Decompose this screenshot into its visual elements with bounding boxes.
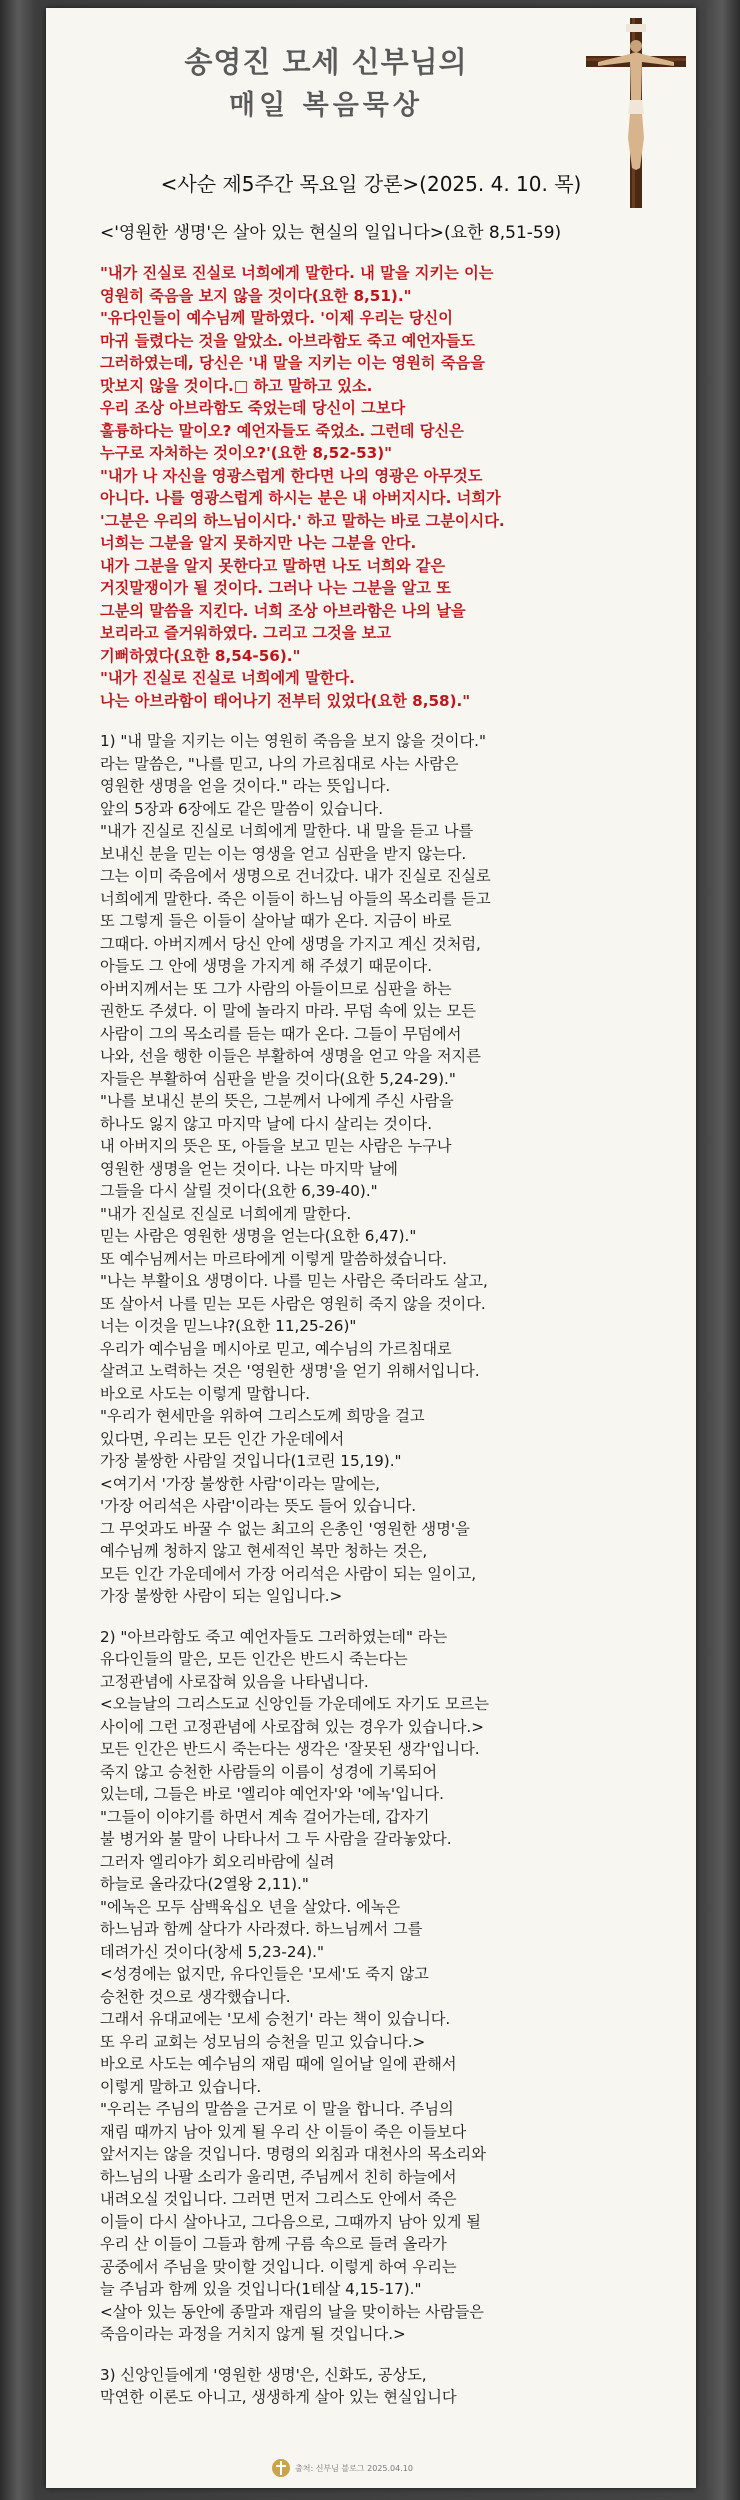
section1-line: 믿는 사람은 영원한 생명을 얻는다(요한 6,47)." (100, 1227, 417, 1245)
section2-line: 하늘로 올라갔다(2열왕 2,11)." (100, 1875, 309, 1893)
scripture-line: 내가 그분을 알지 못한다고 말하면 나도 너희와 같은 (100, 556, 446, 575)
section2-line: 내려오실 것입니다. 그러면 먼저 그리스도 안에서 죽은 (100, 2190, 457, 2208)
section1-line: 너희에게 말한다. 죽은 이들이 하느님 아들의 목소리를 듣고 (100, 889, 491, 908)
section2-line: 앞서지는 않을 것입니다. 명령의 외침과 대천사의 목소리와 (100, 2145, 486, 2163)
scripture-quote-block (100, 262, 680, 712)
section2-line: 하느님과 함께 살다가 사라졌다. 하느님께서 그를 (100, 1920, 423, 1938)
section2-line: 바오로 사도는 예수님의 재림 때에 일어날 일에 관해서 (100, 2055, 457, 2073)
scripture-line: "내가 진실로 진실로 너희에게 말한다. 내 말을 지키는 이는 (100, 264, 494, 282)
title-line-2: 매일 복음묵상 (229, 90, 423, 121)
scripture-line: 그러하였는데, 당신은 '내 말을 지키는 이는 영원히 죽음을 (100, 354, 485, 372)
section2-line: 사이에 그런 고정관념에 사로잡혀 있는 경우가 있습니다.> (100, 1717, 484, 1736)
section3-line: 막연한 이론도 아니고, 생생하게 살아 있는 현실입니다 (100, 2388, 457, 2406)
footer-logo-icon (271, 2458, 291, 2478)
section1-line: '가장 어리석은 사람'이라는 뜻도 들어 있습니다. (100, 1497, 417, 1515)
section2-line: <오늘날의 그리스도교 신앙인들 가운데에도 자기도 모르는 (100, 1695, 489, 1713)
section1-line: 권한도 주셨다. 이 말에 놀라지 마라. 무덤 속에 있는 모든 (100, 1002, 476, 1020)
section1-line: 라는 말씀은, "나를 믿고, 나의 가르침대로 사는 사람은 (100, 754, 459, 773)
scripture-line: 누구로 자처하는 것이오?'(요한 8,52-53)" (100, 444, 393, 462)
section1-line: 그때다. 아버지께서 당신 안에 생명을 가지고 계신 것처럼, (100, 934, 481, 953)
section2-line: 2) "아브라함도 죽고 예언자들도 그러하였는데" 라는 (100, 1627, 448, 1646)
section1-line: 살려고 노력하는 것은 '영원한 생명'을 얻기 위해서입니다. (100, 1362, 480, 1380)
section2-line: 모든 인간은 반드시 죽는다는 생각은 '잘못된 생각'입니다. (100, 1740, 480, 1758)
scripture-line: 거짓말쟁이가 될 것이다. 그러나 나는 그분을 알고 또 (100, 579, 451, 597)
section-3 (100, 2364, 680, 2409)
scripture-line: 아니다. 나를 영광스럽게 하시는 분은 내 아버지시다. 너희가 (100, 489, 501, 507)
section2-line: 그러자 엘리야가 회오리바람에 실려 (100, 1852, 335, 1871)
section1-line: 예수님께 청하지 않고 현세적인 복만 청하는 것은, (100, 1542, 428, 1560)
section1-line: "나를 보내신 분의 뜻은, 그분께서 나에게 주신 사람을 (100, 1092, 454, 1110)
spacer (100, 712, 680, 730)
section1-line: 사람이 그의 목소리를 듣는 때가 온다. 그들이 무덤에서 (100, 1024, 462, 1043)
scripture-line: 훌륭하다는 말이오? 예언자들도 죽었소. 그런데 당신은 (100, 421, 464, 440)
section1-line: 자들은 부활하여 심판을 받을 것이다(요한 5,24-29)." (100, 1069, 456, 1088)
section2-line: <성경에는 없지만, 유다인들은 '모세'도 죽지 않고 (100, 1965, 429, 1983)
section2-line: "에녹은 모두 삼백육십오 년을 살았다. 에녹은 (100, 1897, 401, 1916)
section2-line: 이렇게 말하고 있습니다. (100, 2077, 262, 2096)
section1-line: "내가 진실로 진실로 너희에게 말한다. (100, 1204, 352, 1223)
section2-line: 또 우리 교회는 성모님의 승천을 믿고 있습니다.> (100, 2032, 426, 2051)
section1-line: 하나도 잃지 않고 마지막 날에 다시 살리는 것이다. (100, 1114, 433, 1133)
footer-text: 출처: 신부님 블로그 2025.04.10 (295, 2464, 413, 2473)
section1-line: 또 살아서 나를 믿는 모든 사람은 영원히 죽지 않을 것이다. (100, 1294, 486, 1313)
section2-line: 재림 때까지 남아 있게 될 우리 산 이들이 죽은 이들보다 (100, 2122, 467, 2141)
section1-line: 또 예수님께서는 마르타에게 이렇게 말씀하셨습니다. (100, 1249, 447, 1268)
section1-line: 보내신 분을 믿는 이는 영생을 얻고 심판을 받지 않는다. (100, 844, 467, 863)
scripture-line: '그분은 우리의 하느님이시다.' 하고 말하는 바로 그분이시다. (100, 511, 505, 530)
scripture-line: "유다인들이 예수님께 말하였다. '이제 우리는 당신이 (100, 309, 453, 327)
section1-line: 1) "내 말을 지키는 이는 영원히 죽음을 보지 않을 것이다." (100, 732, 486, 750)
homily-body (100, 262, 680, 2409)
scripture-line: 보리라고 즐거워하였다. 그리고 그것을 보고 (100, 624, 391, 642)
scripture-line: "내가 나 자신을 영광스럽게 한다면 나의 영광은 아무것도 (100, 466, 483, 485)
section2-line: 이들이 다시 살아나고, 그다음으로, 그때까지 남아 있게 될 (100, 2212, 481, 2231)
section1-line: 내 아버지의 뜻은 또, 아들을 보고 믿는 사람은 누구나 (100, 1137, 452, 1155)
section2-line: 유다인들의 말은, 모든 인간은 반드시 죽는다는 (100, 1650, 408, 1668)
section-1 (100, 730, 680, 1608)
scripture-line: 우리 조상 아브라함도 죽었는데 당신이 그보다 (100, 399, 406, 417)
section2-line: 불 병거와 불 말이 나타나서 그 두 사람을 갈라놓았다. (100, 1830, 452, 1848)
scripture-line: 맛보지 않을 것이다.□ 하고 말하고 있소. (100, 376, 373, 395)
scripture-line: 기뻐하였다(요한 8,54-56)." (100, 646, 301, 665)
section2-line: <살아 있는 동안에 종말과 재림의 날을 맞이하는 사람들은 (100, 2302, 484, 2321)
section2-line: 데려가신 것이다(창세 5,23-24)." (100, 1942, 324, 1961)
section1-line: 우리가 예수님을 메시아로 믿고, 예수님의 가르침대로 (100, 1339, 452, 1358)
title-line-1: 송영진 모세 신부님의 (184, 45, 468, 79)
section1-line: 그는 이미 죽음에서 생명으로 건너갔다. 내가 진실로 진실로 (100, 867, 491, 885)
section2-line: "우리는 주님의 말씀을 근거로 이 말을 합니다. 주님의 (100, 2100, 454, 2118)
section2-line: 죽음이라는 과정을 거치지 않게 될 것입니다.> (100, 2325, 406, 2343)
section2-line: 늘 주님과 함께 있을 것입니다(1테살 4,15-17)." (100, 2280, 422, 2298)
section1-line: 있다면, 우리는 모든 인간 가운데에서 (100, 1429, 345, 1448)
scripture-line: 너희는 그분을 알지 못하지만 나는 그분을 안다. (100, 534, 417, 552)
section1-line: "우리가 현세만을 위하여 그리스도께 희망을 걸고 (100, 1407, 425, 1425)
footer (271, 2458, 521, 2480)
section1-line: "나는 부활이요 생명이다. 나를 믿는 사람은 죽더라도 살고, (100, 1272, 488, 1290)
scripture-line: 마귀 들렸다는 것을 알았소. 아브라함도 죽고 예언자들도 (100, 331, 475, 350)
section2-line: 공중에서 주님을 맞이할 것입니다. 이렇게 하여 우리는 (100, 2257, 457, 2276)
section2-line: 그래서 유대교에는 '모세 승천기' 라는 책이 있습니다. (100, 2010, 451, 2028)
section1-line: 영원한 생명을 얻을 것이다." 라는 뜻입니다. (100, 777, 391, 795)
section3-line: 3) 신앙인들에게 '영원한 생명'은, 신화도, 공상도, (100, 2365, 427, 2384)
section1-line: 모든 인간 가운데에서 가장 어리석은 사람이 되는 일이고, (100, 1564, 477, 1583)
section1-line: 그 무엇과도 바꿀 수 없는 최고의 은총인 '영원한 생명'을 (100, 1519, 470, 1538)
section1-line: 가장 불쌍한 사람이 되는 일입니다.> (100, 1587, 343, 1605)
section2-line: 있는데, 그들은 바로 '엘리야 예언자'와 '에녹'입니다. (100, 1785, 444, 1803)
section-2 (100, 1626, 680, 2346)
scripture-line: "내가 진실로 진실로 너희에게 말한다. (100, 669, 355, 687)
header-title (136, 40, 516, 122)
section2-line: 우리 산 이들이 그들과 함께 구름 속으로 들려 올라가 (100, 2235, 447, 2253)
section1-line: 또 그렇게 들은 이들이 살아날 때가 온다. 지금이 바로 (100, 912, 452, 930)
section1-line: "내가 진실로 진실로 너희에게 말한다. 내 말을 듣고 나를 (100, 822, 474, 840)
spacer (100, 2346, 680, 2364)
section1-line: 가장 불쌍한 사람일 것입니다(1코린 15,19)." (100, 1452, 402, 1470)
section1-line: 그들을 다시 살릴 것이다(요한 6,39-40)." (100, 1182, 378, 1200)
section1-line: <여기서 '가장 불쌍한 사람'이라는 말에는, (100, 1474, 380, 1493)
section2-line: 하느님의 나팔 소리가 울리면, 주님께서 친히 하늘에서 (100, 2167, 457, 2186)
section2-line: 죽지 않고 승천한 사람들의 이름이 성경에 기록되어 (100, 1762, 438, 1781)
homily-subtitle: <'영원한 생명'은 살아 있는 현실의 일입니다>(요한 8,51-59) (100, 223, 562, 243)
section1-line: 아버지께서는 또 그가 사람의 아들이므로 심판을 하는 (100, 979, 452, 998)
scripture-line: 그분의 말씀을 지킨다. 너희 조상 아브라함은 나의 날을 (100, 601, 466, 620)
section2-line: 승천한 것으로 생각했습니다. (100, 1987, 291, 2006)
scripture-line: 나는 아브라함이 태어나기 전부터 있었다(요한 8,58)." (100, 691, 471, 710)
homily-date-heading: <사순 제5주간 목요일 강론>(2025. 4. 10. 목) (160, 172, 582, 196)
section1-line: 너는 이것을 믿느냐?(요한 11,25-26)" (100, 1317, 357, 1335)
section2-line: "그들이 이야기를 하면서 계속 걸어가는데, 갑자기 (100, 1807, 430, 1826)
section1-line: 아들도 그 안에 생명을 가지게 해 주셨기 때문이다. (100, 957, 433, 975)
section1-line: 나와, 선을 행한 이들은 부활하여 생명을 얻고 악을 저지른 (100, 1047, 481, 1065)
section1-line: 영원한 생명을 얻는 것이다. 나는 마지막 날에 (100, 1159, 398, 1178)
section1-line: 앞의 5장과 6장에도 같은 말씀이 있습니다. (100, 799, 384, 818)
document-page (46, 8, 696, 2488)
section1-line: 바오로 사도는 이렇게 말합니다. (100, 1384, 311, 1403)
section2-line: 고정관념에 사로잡혀 있음을 나타냅니다. (100, 1672, 369, 1691)
scripture-line: 영원히 죽음을 보지 않을 것이다(요한 8,51)." (100, 286, 412, 305)
spacer (100, 1608, 680, 1626)
